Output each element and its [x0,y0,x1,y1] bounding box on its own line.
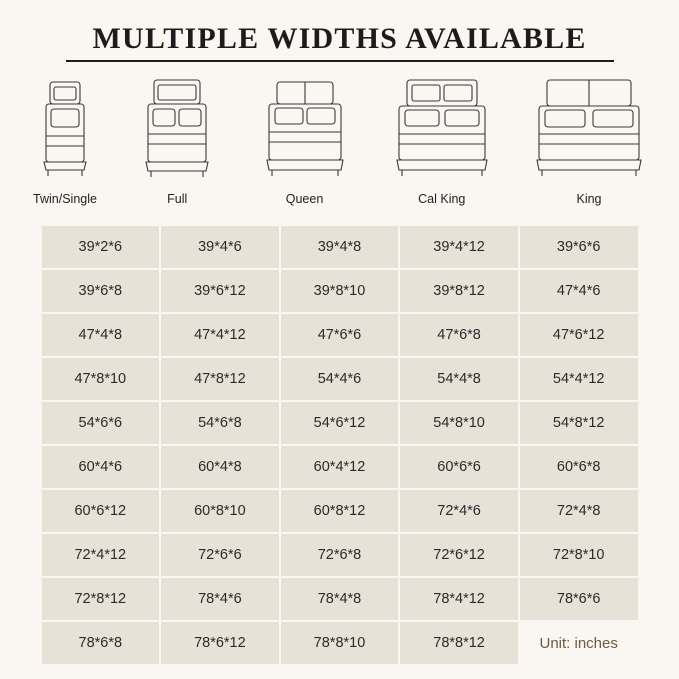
size-cell: 39*6*12 [161,270,279,312]
bed-king-icon [529,76,649,186]
size-table [40,224,640,666]
size-cell: 47*6*8 [400,314,518,356]
size-cell: 72*4*8 [520,490,638,532]
size-cell: 60*8*10 [161,490,279,532]
size-cell: 78*6*8 [42,622,160,664]
size-cell: 47*6*12 [520,314,638,356]
page-title: MULTIPLE WIDTHS AVAILABLE [92,22,587,55]
bed-label-queen: Queen [285,192,324,206]
size-cell: 47*4*8 [42,314,160,356]
table-row [42,490,638,532]
size-cell: 47*8*10 [42,358,160,400]
size-cell: 39*4*12 [400,226,518,268]
size-cell: 72*4*6 [400,490,518,532]
table-row [42,622,638,664]
bed-option-queen [255,76,355,206]
table-row [42,578,638,620]
bed-label-twin: Twin/Single [33,192,97,206]
size-cell: 54*4*6 [281,358,399,400]
size-cell: 39*6*6 [520,226,638,268]
size-cell: 78*6*12 [161,622,279,664]
size-cell: 54*6*12 [281,402,399,444]
size-cell: 72*8*12 [42,578,160,620]
size-cell: 72*6*8 [281,534,399,576]
unit-note: Unit: inches [520,622,638,664]
bed-option-king [529,76,649,206]
size-cell: 54*8*12 [520,402,638,444]
table-row [42,314,638,356]
size-cell: 39*8*10 [281,270,399,312]
size-cell: 47*4*6 [520,270,638,312]
bed-option-cal-king [387,76,497,206]
size-cell: 54*6*8 [161,402,279,444]
size-cell: 60*6*8 [520,446,638,488]
table-row [42,446,638,488]
size-cell: 72*8*10 [520,534,638,576]
table-row [42,226,638,268]
bed-option-full [132,76,222,206]
bed-cal-king-icon [387,76,497,186]
bed-label-king: King [576,192,602,206]
size-cell: 60*6*12 [42,490,160,532]
size-cell: 60*4*12 [281,446,399,488]
size-cell: 47*8*12 [161,358,279,400]
size-cell: 78*8*12 [400,622,518,664]
size-cell: 39*8*12 [400,270,518,312]
size-cell: 39*4*6 [161,226,279,268]
bed-label-full: Full [167,192,188,206]
size-cell: 60*4*6 [42,446,160,488]
size-cell: 72*6*12 [400,534,518,576]
size-cell: 54*4*12 [520,358,638,400]
size-cell: 78*8*10 [281,622,399,664]
size-cell: 78*4*6 [161,578,279,620]
size-cell: 78*4*12 [400,578,518,620]
size-cell: 60*4*8 [161,446,279,488]
table-row [42,534,638,576]
size-cell: 47*6*6 [281,314,399,356]
table-row [42,358,638,400]
table-row [42,402,638,444]
bed-option-twin [30,76,100,206]
table-row [42,270,638,312]
size-cell: 54*6*6 [42,402,160,444]
size-cell: 39*4*8 [281,226,399,268]
size-cell: 39*2*6 [42,226,160,268]
size-cell: 72*6*6 [161,534,279,576]
size-cell: 72*4*12 [42,534,160,576]
size-cell: 54*8*10 [400,402,518,444]
size-cell: 78*6*6 [520,578,638,620]
size-cell: 47*4*12 [161,314,279,356]
size-cell: 78*4*8 [281,578,399,620]
bed-queen-icon [255,76,355,186]
bed-label-cal-king: Cal King [418,192,466,206]
bed-twin-icon [30,76,100,186]
bed-full-icon [132,76,222,186]
bed-illustrations-row [0,62,679,206]
size-cell: 39*6*8 [42,270,160,312]
size-cell: 60*8*12 [281,490,399,532]
size-cell: 60*6*6 [400,446,518,488]
size-cell: 54*4*8 [400,358,518,400]
